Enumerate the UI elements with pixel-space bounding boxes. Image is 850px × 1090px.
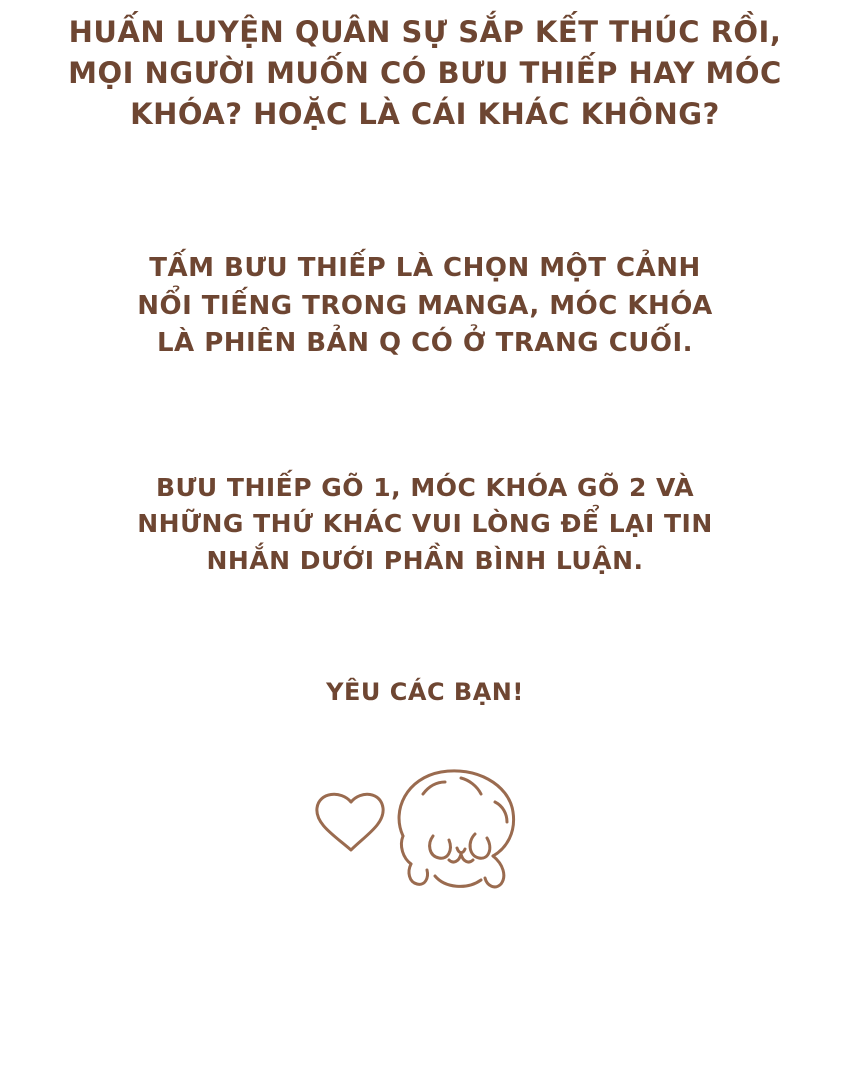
instructions-line-1: BƯU THIẾP GÕ 1, MÓC KHÓA GÕ 2 VÀ [155, 473, 695, 502]
intro-line-3: KHÓA? HOẶC LÀ CÁI KHÁC KHÔNG? [130, 97, 720, 132]
details-text-block [0, 250, 850, 363]
instructions-text-block [0, 470, 850, 579]
signoff-text-block [0, 676, 850, 709]
instructions-line-3: NHẮN DƯỚI PHẦN BÌNH LUẬN. [206, 545, 644, 575]
details-line-2: NỔI TIẾNG TRONG MANGA, MÓC KHÓA [137, 290, 713, 321]
signoff-line-1: YÊU CÁC BẠN! [326, 678, 524, 706]
intro-text-block [0, 12, 850, 136]
details-line-1: TẤM BƯU THIẾP LÀ CHỌN MỘT CẢNH [149, 253, 701, 283]
details-line-3: LÀ PHIÊN BẢN Q CÓ Ở TRANG CUỐI. [156, 328, 694, 359]
cat-with-heart-doodle [295, 740, 555, 910]
doodle-container [0, 740, 850, 910]
intro-line-2: MỌI NGƯỜI MUỐN CÓ BƯU THIẾP HAY MÓC [68, 56, 782, 91]
intro-line-1: HUẤN LUYỆN QUÂN SỰ SẮP KẾT THÚC RỒI, [68, 15, 782, 49]
instructions-line-2: NHỮNG THỨ KHÁC VUI LÒNG ĐỂ LẠI TIN [137, 509, 713, 539]
